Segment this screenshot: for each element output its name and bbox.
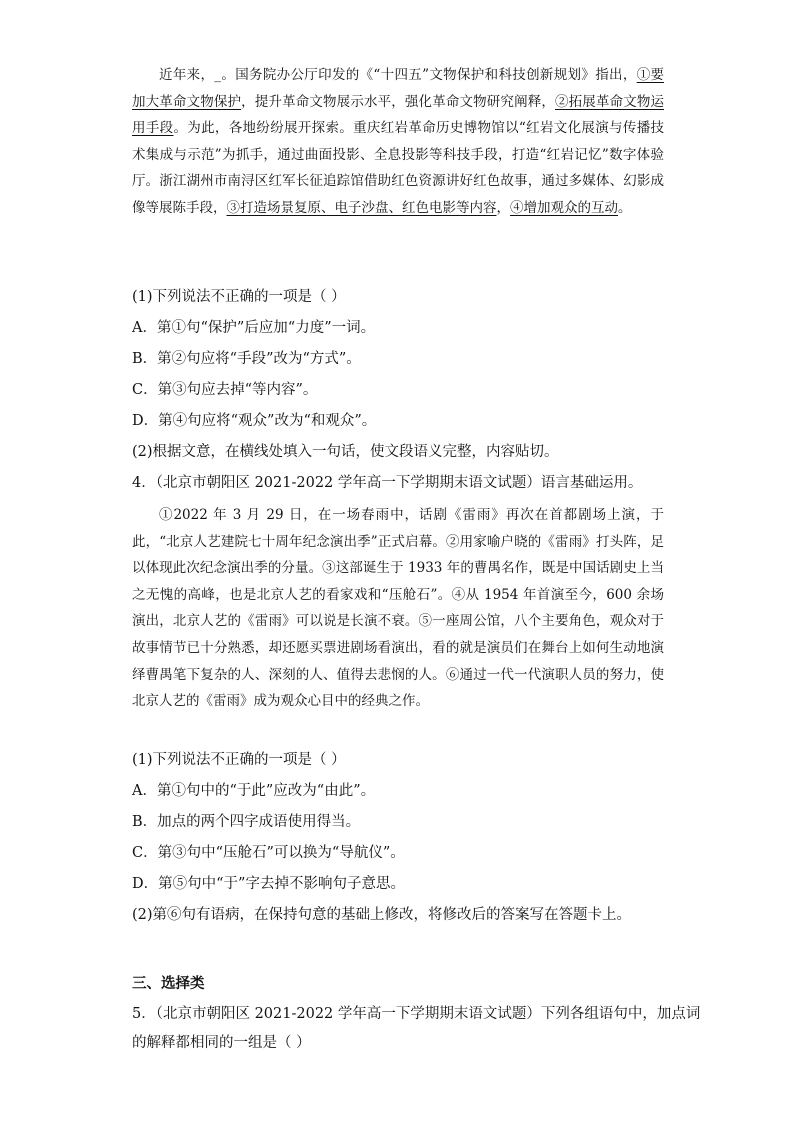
q4-option-a: A．第①句中的“于此”应改为“由此”。: [132, 783, 376, 799]
q3-option-c: C．第③句应去掉“等内容”。: [132, 382, 318, 398]
sentence-4: ④增加观众的互动: [510, 199, 618, 216]
q5-line-2: 的解释都相同的一组是（ ）: [132, 1035, 311, 1051]
section-title: 三、选择类: [132, 975, 205, 992]
q4-option-d: D．第⑤句中“于”字去掉不影响句子意思。: [132, 876, 405, 892]
passage-2: ①2022 年 3 月 29 日，在一场春雨中，话剧《雷雨》再次在首都剧场上演，于此，“北京人艺建院七十周年纪念演出季”正式启幕。②用家喻户晓的《雷雨》打头阵，足以体现此次纪念演出季的分量。③这部诞生于 1933 年的曹禺名作，既是中国话剧史上当之无愧的高峰，也是北京人艺的看家戏和“压舱石”。④从 1954 年首演至今，600 余场演出，北京人艺的《雷雨》可以说是长演不衰。⑤一座周公馆，八个主要角色，观众对于故事情节已十分熟悉，却还愿买票进剧场看演出，看的就是演员们在舞台上如何生动地演绎曹禺笔下复杂的人、深刻的人、值得去悲悯的人。⑥通过一代一代演职人员的努力，使北京人艺的《雷雨》成为观众心目中的经典之作。: [132, 507, 664, 710]
q4-sub2: (2)第⑥句有语病，在保持句意的基础上修改，将修改后的答案写在答题卡上。: [132, 907, 632, 923]
q4-heading: 4．（北京市朝阳区 2021-2022 学年高一下学期期末语文试题）语言基础运用。: [132, 475, 643, 491]
q3-option-b: B．第②句应将“手段”改为“方式”。: [132, 351, 361, 367]
q4-option-c: C．第③句中“压舱石”可以换为“导航仪”。: [132, 845, 405, 861]
sentence-1: ①要加大革命文物保护: [132, 67, 665, 110]
passage-1: 近年来，_。国务院办公厅印发的《“十四五”文物保护和科技创新规划》指出，①要加大革命文物保护，提升革命文物展示水平，强化革命文物研究阐释，②拓展革命文物运用手段。为此，各地纷纷展开探索。重庆红岩革命历史博物馆以“红岩文化展演与传播技术集成与示范”为抓手，通过曲面投影、全息投影等科技手段，打造“红岩记忆”数字体验厅。浙江湖州市南浔区红军长征追踪馆借助红色资源讲好红色故事，通过多媒体、幻影成像等展陈手段，③打造场景复原、电子沙盘、红色电影等内容，④增加观众的互动。: [132, 67, 665, 216]
q3-option-d: D．第④句应将“观众”改为“和观众”。: [132, 413, 377, 429]
blank-line: _: [214, 67, 222, 83]
q3-sub2: (2)根据文意，在横线处填入一句话，使文段语义完整，内容贴切。: [132, 444, 559, 460]
q3-option-a: A．第①句“保护”后应加“力度”一词。: [132, 320, 376, 336]
q5-line-1: 5．（北京市朝阳区 2021-2022 学年高一下学期期末语文试题）下列各组语句中，加点词: [132, 1006, 701, 1022]
sentence-2: ②拓展革命文物运用手段: [132, 93, 665, 137]
q4-sub1: (1)下列说法不正确的一项是（ ）: [132, 752, 346, 768]
q4-option-b: B．加点的两个四字成语使用得当。: [132, 814, 361, 830]
sentence-3: ③打造场景复原、电子沙盘、红色电影等内容: [226, 199, 497, 216]
q3-sub1: (1)下列说法不正确的一项是（ ）: [132, 289, 346, 305]
